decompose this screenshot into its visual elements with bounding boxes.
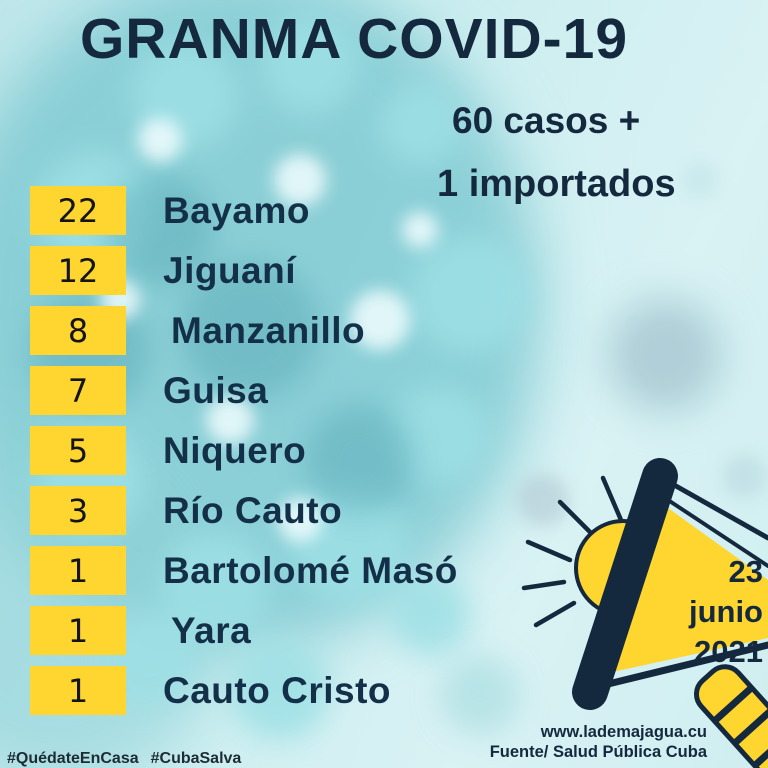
case-count-box	[30, 306, 126, 355]
municipality-list	[30, 186, 458, 726]
poster-title: GRANMA COVID-19	[79, 7, 629, 71]
case-count-box	[30, 606, 126, 655]
case-count-box	[30, 426, 126, 475]
case-count-box	[30, 666, 126, 715]
case-count-box	[30, 186, 126, 235]
municipality-name: Niquero	[163, 429, 307, 471]
municipality-row	[30, 366, 458, 415]
hashtag-cuba-salva: #CubaSalva	[150, 750, 242, 767]
municipality-row	[30, 306, 458, 355]
municipality-row	[30, 666, 458, 715]
municipality-name: Yara	[171, 609, 252, 651]
municipality-name: Manzanillo	[171, 309, 366, 351]
website-url: www.lademajagua.cu	[540, 723, 707, 741]
case-count: 12	[57, 251, 99, 290]
date-day: 23	[728, 554, 763, 589]
municipality-row	[30, 246, 458, 295]
municipality-name: Bartolomé Masó	[163, 549, 458, 591]
total-cases-text: 60 casos +	[452, 100, 641, 141]
municipality-name: Jiguaní	[163, 249, 297, 291]
municipality-name: Bayamo	[163, 189, 310, 231]
hashtags	[7, 750, 241, 768]
municipality-row	[30, 486, 458, 535]
municipality-name: Cauto Cristo	[163, 669, 391, 711]
case-count-box	[30, 366, 126, 415]
date-year: 2021	[694, 634, 763, 669]
case-count: 1	[67, 551, 89, 590]
hashtag-quedate-en-casa: #QuédateEnCasa	[7, 750, 139, 767]
municipality-name: Guisa	[163, 369, 269, 411]
municipality-row	[30, 186, 458, 235]
case-count: 5	[67, 431, 89, 470]
municipality-row	[30, 606, 458, 655]
case-count: 3	[67, 491, 89, 530]
case-count: 1	[67, 671, 89, 710]
case-count-box	[30, 246, 126, 295]
case-count: 1	[67, 611, 89, 650]
case-count-box	[30, 546, 126, 595]
date-month: junio	[688, 594, 763, 629]
municipality-row	[30, 426, 458, 475]
case-count: 7	[67, 371, 89, 410]
municipality-row	[30, 546, 458, 595]
case-count: 8	[67, 311, 89, 350]
imported-cases-text: 1 importados	[437, 163, 676, 205]
municipality-name: Río Cauto	[163, 489, 343, 531]
footer-credits	[490, 722, 707, 762]
case-count: 22	[57, 191, 99, 230]
date-badge	[689, 552, 763, 672]
source-text: Fuente/ Salud Pública Cuba	[489, 743, 707, 761]
case-count-box	[30, 486, 126, 535]
